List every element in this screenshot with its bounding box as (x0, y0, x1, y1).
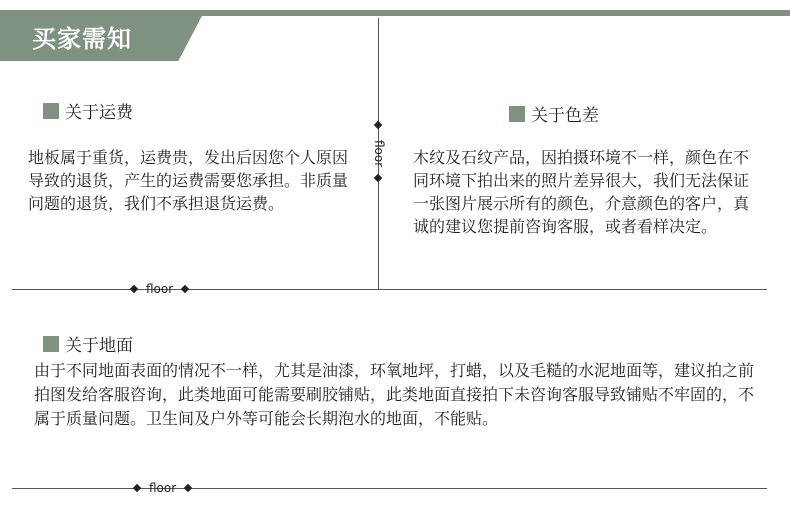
square-bullet-icon (509, 106, 525, 122)
floor-label-2: floor (149, 481, 177, 495)
floor-label-1: floor (146, 282, 174, 296)
divider-diamond-left (130, 285, 138, 293)
section-shipping-body: 地板属于重货，运费贵，发出后因您个人原因导致的退货，产生的运费需要您承担。非质量问题的退货，我们不承担退货运费。 (28, 148, 349, 213)
divider-diamond-right (184, 484, 192, 492)
section-color-title: 关于色差 (531, 106, 599, 126)
banner-title: 买家需知 (32, 25, 132, 53)
horizontal-divider-2 (12, 488, 767, 489)
square-bullet-icon (43, 103, 59, 119)
divider-diamond-bottom (374, 174, 382, 182)
section-shipping-title: 关于运费 (65, 103, 133, 123)
section-ground-title: 关于地面 (65, 336, 133, 356)
section-color-body: 木纹及石纹产品，因拍摄环境不一样，颜色在不同环境下拍出来的照片差异很大，我们无法保证一张图片展示所有的颜色，介意颜色的客户，真诚的建议您提前咨询客服，或者看样决定。 (413, 148, 750, 236)
divider-diamond-left (133, 484, 141, 492)
section-ground-heading (43, 331, 133, 356)
section-shipping-heading (43, 98, 133, 123)
horizontal-divider-1 (12, 289, 767, 290)
divider-diamond-right (181, 285, 189, 293)
section-ground-body: 由于不同地面表面的情况不一样，尤其是油漆，环氧地坪，打蜡，以及毛糙的水泥地面等，建议拍之前拍图发给客服咨询，此类地面可能需要刷胶铺贴，此类地面直接拍下未咨询客服导致铺贴不牢固的，不属于质量问题。卫生间及户外等可能会长期泡水的地面，不能贴。 (34, 361, 755, 428)
square-bullet-icon (43, 336, 59, 352)
section-color-heading (509, 101, 599, 126)
divider-diamond-top (374, 121, 382, 129)
vertical-floor-label: floor (372, 140, 386, 168)
